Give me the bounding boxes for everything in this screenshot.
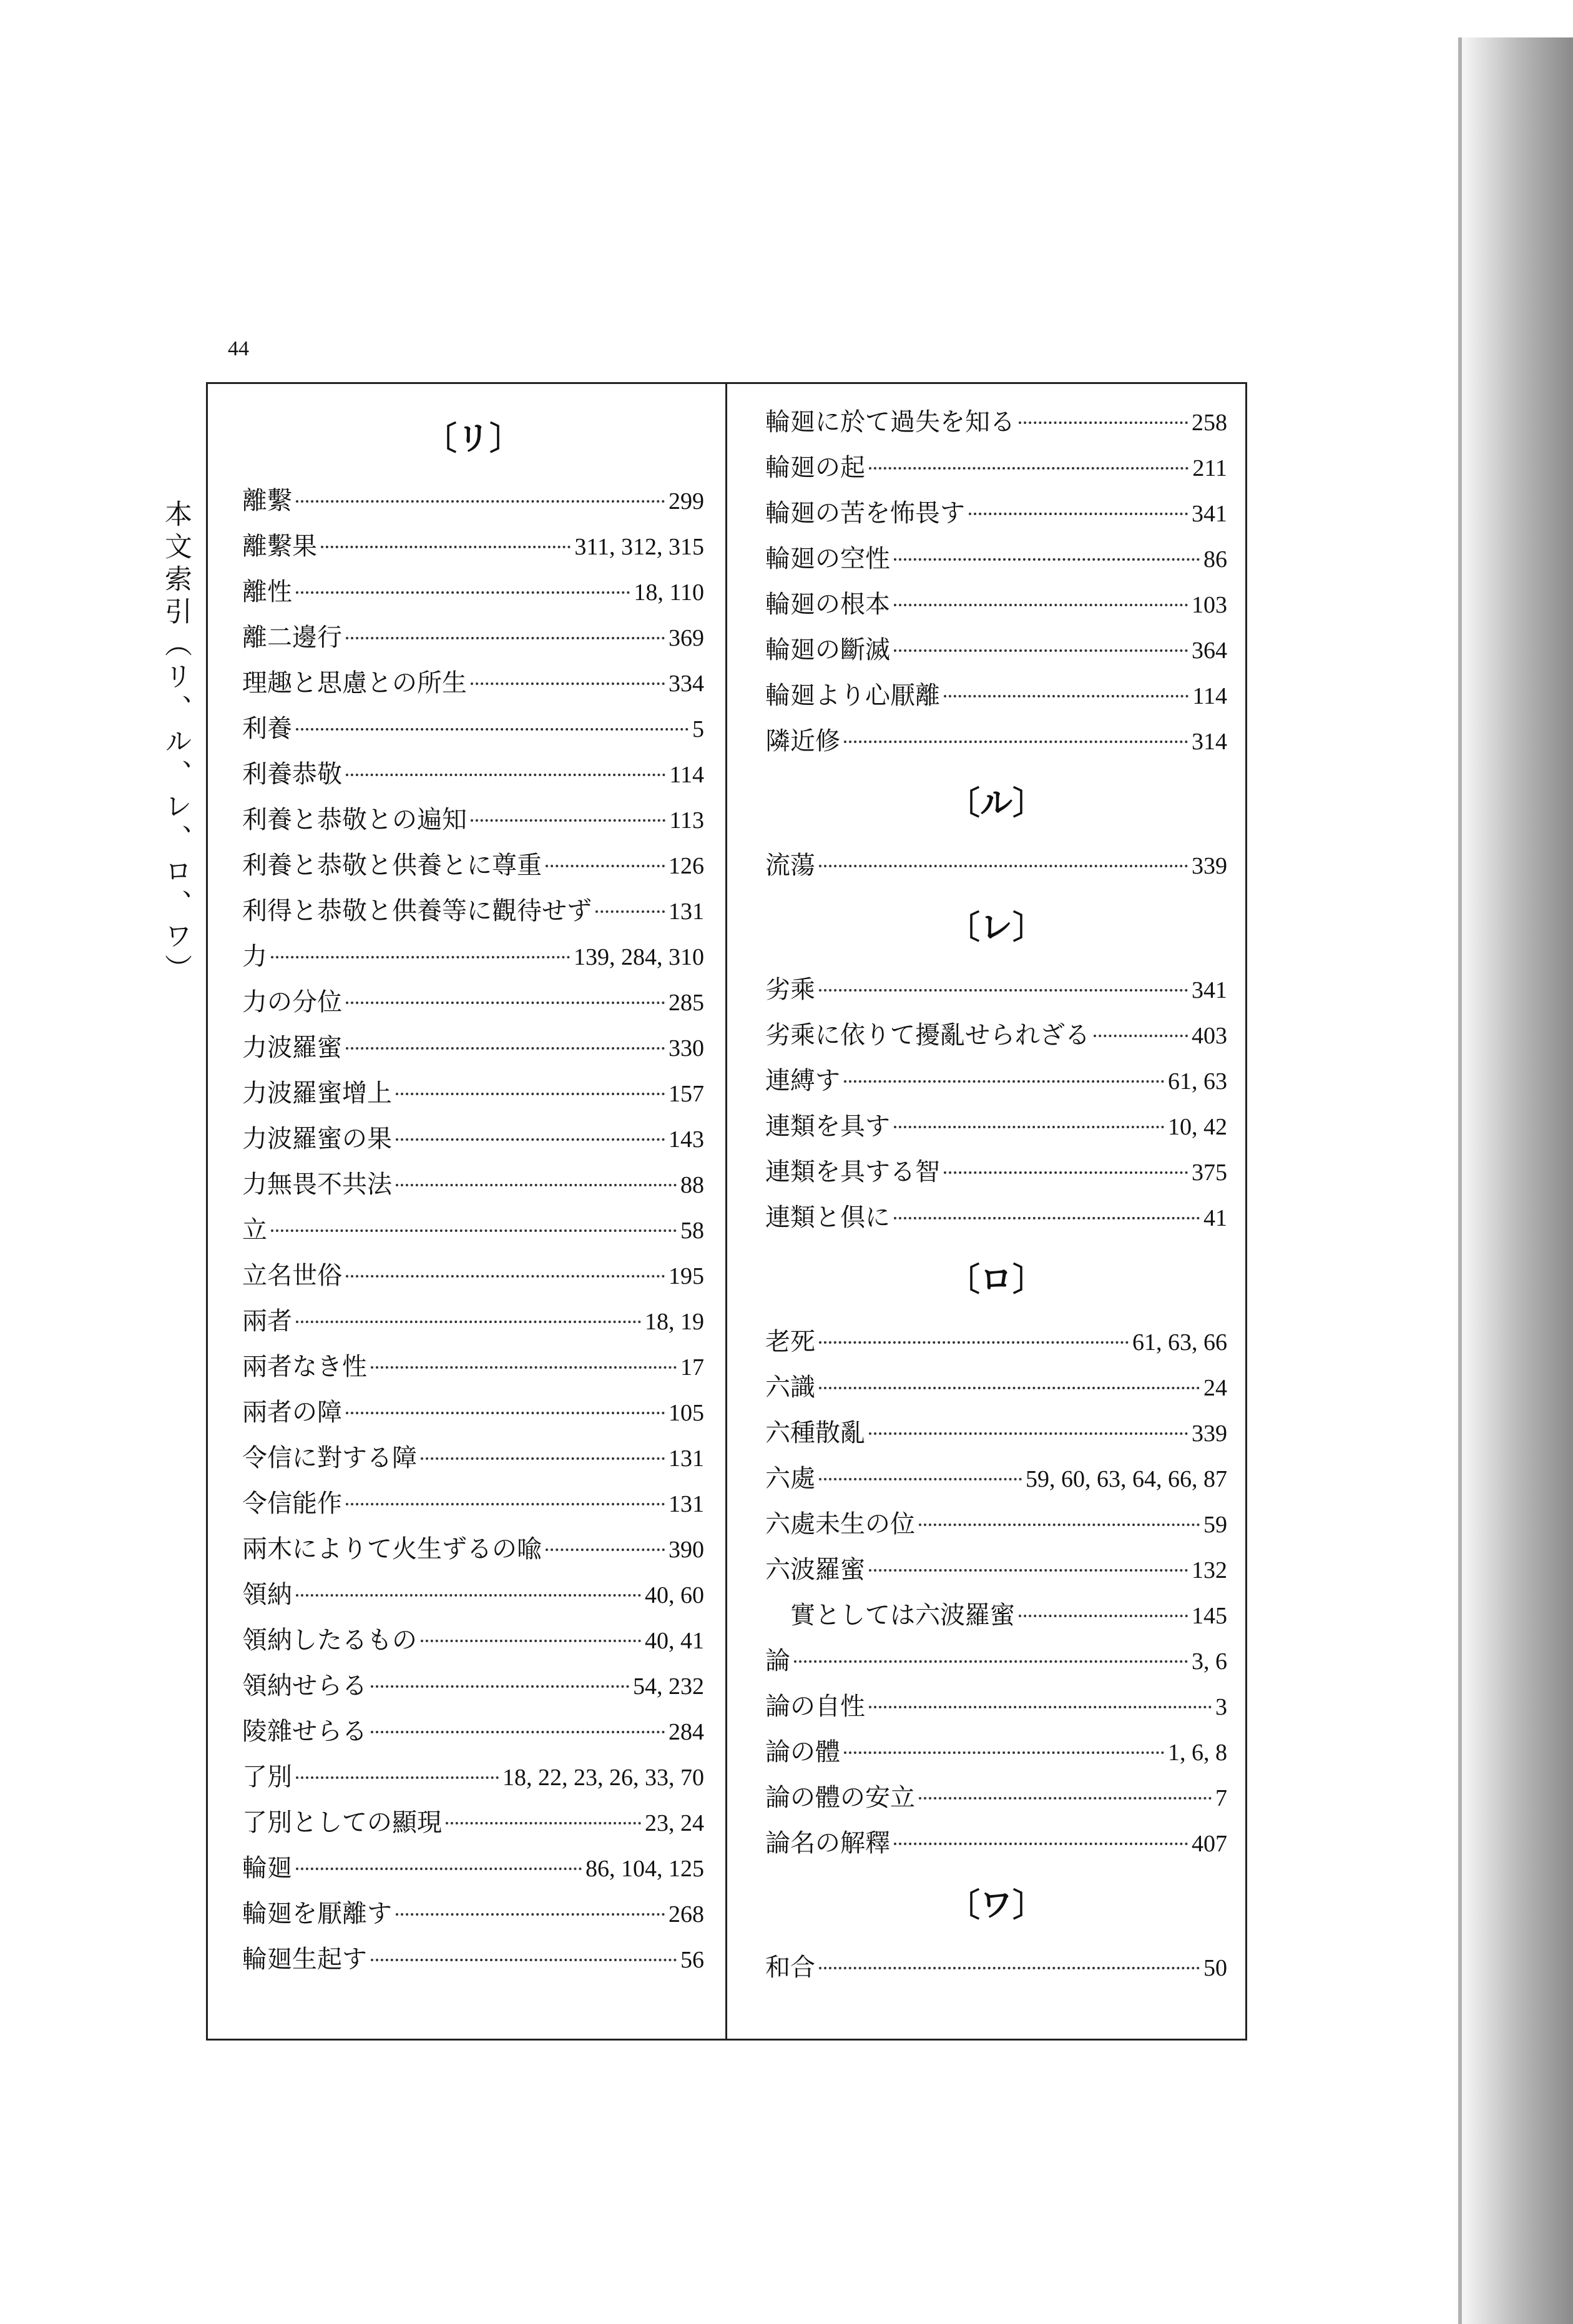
page-refs: 18, 19 [645, 1309, 704, 1335]
dot-leader [1094, 1035, 1188, 1037]
index-term: 離繫果 [242, 532, 317, 561]
dot-leader [1019, 421, 1188, 424]
index-entry [242, 1162, 704, 1208]
index-term: 陵雜せらる [242, 1717, 367, 1746]
index-term: 六處 [765, 1464, 815, 1493]
index-entry [765, 1150, 1227, 1195]
index-term: 領納せらる [242, 1672, 367, 1700]
index-entry [242, 1435, 704, 1481]
section-heading: 〔ロ〕 [947, 1261, 1045, 1299]
section-heading: 〔ワ〕 [947, 1887, 1045, 1924]
index-term: 連類を具する智 [765, 1158, 940, 1186]
index-entry [765, 1502, 1227, 1547]
index-term: 論の體の安立 [765, 1783, 915, 1812]
index-entry [242, 1663, 704, 1709]
dot-leader [794, 1660, 1188, 1663]
index-entry [242, 1071, 704, 1116]
dot-leader [371, 1959, 677, 1961]
dot-leader [346, 637, 665, 639]
index-term: 論 [765, 1647, 790, 1675]
index-entry [242, 1390, 704, 1435]
index-entry [242, 797, 704, 843]
dot-leader [371, 1731, 665, 1733]
index-entry [242, 1116, 704, 1162]
index-entry [242, 1025, 704, 1071]
dot-leader [421, 1640, 641, 1642]
section-heading: 〔ル〕 [947, 785, 1045, 822]
page-refs: 86 [1203, 546, 1227, 573]
index-entry [765, 673, 1227, 719]
index-term: 連類を具す [765, 1112, 890, 1141]
page-refs: 105 [669, 1400, 704, 1426]
dot-leader [894, 1126, 1164, 1128]
index-entry [765, 1775, 1227, 1821]
index-entry [242, 1618, 704, 1663]
index-entry [242, 1755, 704, 1800]
index-term: 輪廻より心厭離 [765, 681, 940, 710]
dot-leader [346, 1275, 665, 1278]
index-term: 論の自性 [765, 1692, 865, 1721]
index-term: 流蕩 [765, 851, 815, 880]
index-term: 和合 [765, 1953, 815, 1982]
dot-leader [546, 1549, 665, 1551]
dot-leader [819, 1967, 1200, 1969]
page-refs: 50 [1203, 1955, 1227, 1981]
dot-leader [471, 682, 665, 685]
page-refs: 5 [692, 716, 704, 742]
dot-leader [296, 591, 630, 594]
page-edge-shadow [1454, 37, 1573, 2324]
index-entry [765, 1104, 1227, 1150]
page-refs: 54, 232 [633, 1673, 704, 1700]
index-entry [242, 524, 704, 569]
index-term: 力波羅蜜の果 [242, 1125, 392, 1153]
index-entry [765, 1638, 1227, 1684]
dot-leader [296, 1321, 641, 1323]
index-entry [765, 536, 1227, 582]
dot-leader [296, 1594, 641, 1597]
page-refs: 145 [1192, 1603, 1227, 1629]
dot-leader [346, 1002, 665, 1004]
page-refs: 407 [1192, 1831, 1227, 1857]
page-refs: 258 [1192, 410, 1227, 436]
dot-leader [894, 1217, 1200, 1219]
index-term: 六波羅蜜 [765, 1555, 865, 1584]
dot-leader [371, 1366, 677, 1369]
page-refs: 341 [1192, 501, 1227, 527]
index-entry [242, 1253, 704, 1299]
index-entry [242, 1208, 704, 1253]
page-refs: 143 [669, 1126, 704, 1153]
index-term: 利養恭敬 [242, 760, 342, 789]
dot-leader [1019, 1615, 1188, 1617]
page-refs: 195 [669, 1263, 704, 1289]
dot-leader [894, 604, 1188, 606]
page-refs: 284 [669, 1719, 704, 1745]
index-term: 輪廻の苦を怖畏す [765, 499, 965, 528]
dot-leader [919, 1524, 1200, 1526]
index-term: 連縛す [765, 1066, 840, 1095]
dot-leader [819, 1387, 1200, 1389]
index-entry [765, 1730, 1227, 1775]
index-term: 令信に對する障 [242, 1444, 417, 1472]
index-term: 隣近修 [765, 727, 840, 756]
dot-leader [271, 956, 570, 958]
page-refs: 40, 60 [645, 1582, 704, 1608]
index-term: 老死 [765, 1327, 815, 1356]
index-entry [242, 889, 704, 934]
dot-leader [894, 1843, 1188, 1845]
index-entry [242, 934, 704, 980]
dot-leader [296, 1776, 499, 1779]
dot-leader [595, 910, 665, 913]
index-entry [765, 400, 1227, 445]
index-entry [765, 582, 1227, 628]
page-refs: 131 [669, 899, 704, 925]
page-refs: 157 [669, 1081, 704, 1107]
dot-leader [421, 1457, 665, 1460]
index-entry [765, 1013, 1227, 1058]
page-refs: 41 [1203, 1205, 1227, 1231]
index-entry [242, 1344, 704, 1390]
index-entry [765, 1945, 1227, 1991]
index-entry [765, 1319, 1227, 1365]
index-entry [765, 445, 1227, 491]
index-term: 立 [242, 1216, 267, 1244]
index-term: 輪廻の根本 [765, 590, 890, 619]
index-entry [765, 719, 1227, 764]
dot-leader [296, 728, 688, 731]
page-refs: 341 [1192, 977, 1227, 1003]
page-refs: 61, 63, 66 [1132, 1329, 1227, 1356]
index-term: 利得と恭敬と供養等に觀待せず [242, 897, 592, 925]
side-label: 本文索引（リ、ル、レ、ロ、ワ） [160, 500, 192, 987]
dot-leader [944, 695, 1188, 697]
page-refs: 339 [1192, 1420, 1227, 1447]
index-term: 兩者 [242, 1307, 292, 1336]
page-refs: 285 [669, 990, 704, 1016]
index-term: 劣乘に依りて擾亂せられざる [765, 1021, 1090, 1050]
index-column-right [765, 400, 1227, 1991]
dot-leader [819, 1478, 1022, 1480]
index-term: 論の體 [765, 1738, 840, 1766]
page-refs: 390 [669, 1537, 704, 1563]
index-entry [242, 1937, 704, 1982]
dot-leader [446, 1822, 641, 1824]
index-term: 領納 [242, 1580, 292, 1609]
index-term: 六處未生の位 [765, 1510, 915, 1539]
dot-leader [819, 1341, 1129, 1344]
index-term: 劣乘 [765, 975, 815, 1004]
page-refs: 61, 63 [1168, 1068, 1227, 1095]
dot-leader [396, 1138, 665, 1141]
dot-leader [844, 1751, 1164, 1754]
page-refs: 3 [1215, 1694, 1227, 1720]
index-term: 輪廻に於て過失を知る [765, 408, 1015, 436]
column-divider [725, 382, 727, 2041]
index-term: 令信能作 [242, 1489, 342, 1518]
index-term: 兩者なき性 [242, 1352, 367, 1381]
section-heading: 〔リ〕 [424, 420, 522, 458]
index-term: 離繫 [242, 486, 292, 515]
index-term: 利養 [242, 714, 292, 743]
dot-leader [546, 865, 665, 867]
dot-leader [296, 1868, 582, 1870]
index-entry [765, 1684, 1227, 1730]
page-refs: 3, 6 [1192, 1648, 1227, 1675]
index-term: 利養と恭敬との遍知 [242, 805, 467, 834]
page-refs: 18, 110 [634, 579, 704, 606]
page-refs: 59, 60, 63, 64, 66, 87 [1026, 1466, 1227, 1492]
index-entry [242, 980, 704, 1025]
index-term: 輪廻の斷滅 [765, 636, 890, 664]
index-term: 利養と恭敬と供養とに尊重 [242, 851, 542, 880]
dot-leader [471, 819, 665, 822]
page-edge-line [1458, 37, 1462, 2324]
page-refs: 23, 24 [645, 1810, 704, 1836]
page-refs: 334 [669, 671, 704, 697]
index-term: 論名の解釋 [765, 1829, 890, 1858]
index-entry [765, 1456, 1227, 1502]
index-entry [242, 661, 704, 706]
index-entry [242, 1846, 704, 1891]
section-heading: 〔レ〕 [947, 909, 1045, 947]
dot-leader [346, 774, 665, 776]
index-term: 實としては六波羅蜜 [790, 1601, 1015, 1630]
index-term: 輪廻の起 [765, 453, 865, 482]
index-term: 輪廻生起す [242, 1945, 367, 1974]
index-term: 力無畏不共法 [242, 1170, 392, 1199]
page-refs: 369 [669, 625, 704, 651]
dot-leader [869, 1432, 1188, 1435]
index-term: 兩木によりて火生ずるの喩 [242, 1535, 542, 1563]
index-term: 兩者の障 [242, 1398, 342, 1427]
page-refs: 7 [1215, 1785, 1227, 1811]
page-refs: 375 [1192, 1160, 1227, 1186]
page-refs: 132 [1192, 1557, 1227, 1583]
page-refs: 40, 41 [645, 1628, 704, 1654]
dot-leader [321, 546, 571, 548]
page-refs: 88 [680, 1172, 704, 1198]
page-refs: 311, 312, 315 [574, 534, 704, 560]
index-term: 輪廻を厭離す [242, 1899, 392, 1928]
index-entry [765, 628, 1227, 673]
page-refs: 59 [1203, 1512, 1227, 1538]
index-column-left [242, 400, 704, 1982]
index-term: 六種散亂 [765, 1419, 865, 1447]
dot-leader [346, 1503, 665, 1505]
index-term: 了別としての顯現 [242, 1808, 442, 1837]
dot-leader [944, 1171, 1188, 1174]
page-refs: 314 [1192, 729, 1227, 755]
index-entry [242, 569, 704, 615]
index-entry [242, 1891, 704, 1937]
index-entry [765, 967, 1227, 1013]
index-entry [765, 1547, 1227, 1593]
page-refs: 56 [680, 1947, 704, 1973]
dot-leader [371, 1685, 629, 1688]
dot-leader [894, 649, 1188, 652]
dot-leader [396, 1093, 665, 1095]
page-refs: 113 [669, 807, 704, 834]
page-refs: 103 [1192, 592, 1227, 618]
page-refs: 18, 22, 23, 26, 33, 70 [502, 1765, 704, 1791]
dot-leader [296, 500, 665, 503]
page-refs: 364 [1192, 638, 1227, 664]
index-term: 輪廻の空性 [765, 544, 890, 573]
dot-leader [894, 558, 1200, 561]
index-entry [242, 615, 704, 661]
index-entry [765, 491, 1227, 536]
page-refs: 126 [669, 853, 704, 879]
dot-leader [396, 1184, 677, 1186]
dot-leader [271, 1229, 677, 1232]
index-entry [242, 1299, 704, 1344]
dot-leader [869, 1569, 1188, 1572]
dot-leader [346, 1412, 665, 1414]
index-entry [242, 1572, 704, 1618]
index-term: 六識 [765, 1373, 815, 1402]
dot-leader [819, 989, 1188, 992]
dot-leader [919, 1797, 1212, 1800]
page-refs: 1, 6, 8 [1168, 1740, 1227, 1766]
index-term: 領納したるもの [242, 1626, 417, 1655]
index-term: 力 [242, 942, 267, 971]
index-entry [242, 706, 704, 752]
page-refs: 131 [669, 1445, 704, 1472]
index-entry [765, 843, 1227, 889]
index-term: 離性 [242, 578, 292, 606]
page-refs: 268 [669, 1901, 704, 1928]
dot-leader [869, 467, 1188, 470]
page-number: 44 [228, 337, 249, 360]
dot-leader [844, 1080, 1164, 1083]
page-refs: 131 [669, 1491, 704, 1517]
index-entry [242, 843, 704, 889]
dot-leader [819, 865, 1188, 867]
index-term: 離二邊行 [242, 623, 342, 652]
index-entry [765, 1411, 1227, 1456]
index-entry [765, 1821, 1227, 1866]
page-refs: 86, 104, 125 [586, 1856, 704, 1882]
index-entry [242, 1800, 704, 1846]
index-term: 輪廻 [242, 1854, 292, 1883]
dot-leader [396, 1913, 665, 1916]
dot-leader [869, 1706, 1212, 1708]
index-term: 理趣と思慮との所生 [242, 669, 467, 697]
index-term: 力波羅蜜增上 [242, 1079, 392, 1108]
page-refs: 10, 42 [1168, 1114, 1227, 1140]
dot-leader [969, 513, 1188, 515]
index-entry [765, 1365, 1227, 1411]
index-entry [765, 1593, 1227, 1638]
page-refs: 299 [669, 488, 704, 515]
page-refs: 24 [1203, 1375, 1227, 1401]
index-term: 力波羅蜜 [242, 1033, 342, 1062]
index-entry [765, 1195, 1227, 1241]
index-entry [242, 1481, 704, 1527]
index-entry [242, 1709, 704, 1755]
page-refs: 211 [1192, 455, 1227, 481]
page-refs: 58 [680, 1218, 704, 1244]
page-refs: 114 [1192, 683, 1227, 709]
index-entry [242, 752, 704, 797]
dot-leader [844, 741, 1188, 743]
page-refs: 339 [1192, 853, 1227, 879]
index-term: 了別 [242, 1763, 292, 1791]
page-refs: 330 [669, 1035, 704, 1061]
index-entry [242, 478, 704, 524]
index-term: 連類と倶に [765, 1203, 890, 1232]
index-term: 立名世俗 [242, 1261, 342, 1290]
page-refs: 17 [680, 1354, 704, 1381]
index-entry [242, 1527, 704, 1572]
page-refs: 403 [1192, 1023, 1227, 1049]
dot-leader [346, 1047, 665, 1050]
index-term: 力の分位 [242, 988, 342, 1017]
index-entry [765, 1058, 1227, 1104]
page-refs: 139, 284, 310 [574, 944, 704, 970]
page-refs: 114 [669, 762, 704, 788]
